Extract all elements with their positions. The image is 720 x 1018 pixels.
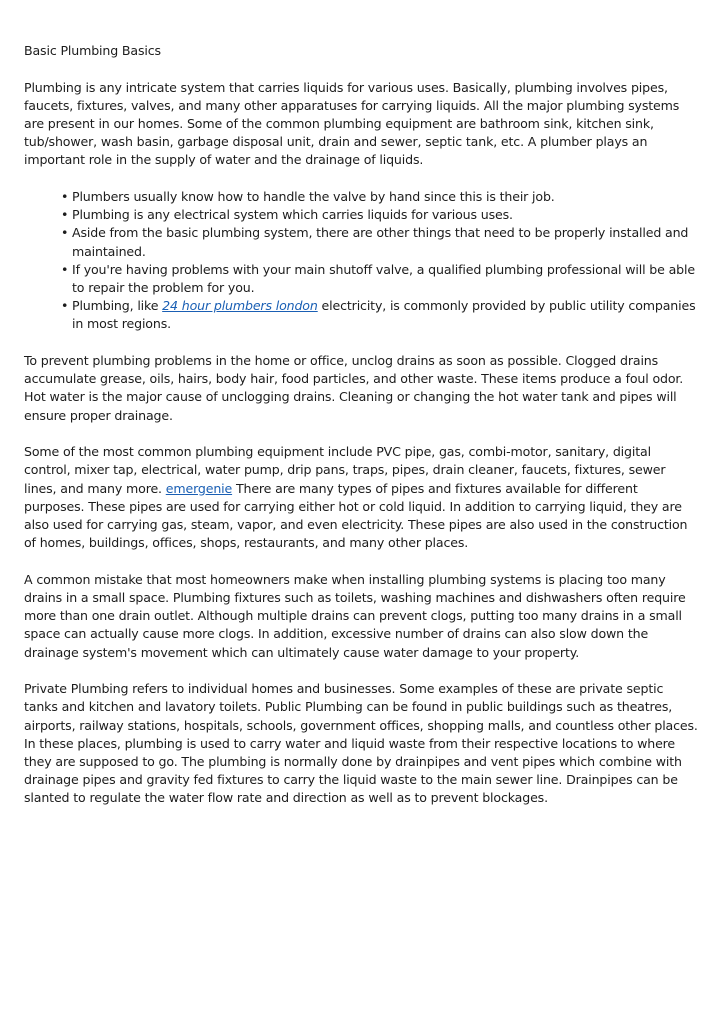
list-item xyxy=(61,297,700,333)
list-item-text: Plumbers usually know how to handle the valve by hand since this is their job. xyxy=(72,189,555,204)
equipment-text-after-link: There are many types of pipes and fixtures available for different purposes. These pipes are used for carrying either hot or cold liquid. In addition to carrying liquid, they are also used for carrying gas, steam, vapor, and even electricity. These pipes are also used in the construction of homes, buildings, offices, shops, restaurants, and many other places. xyxy=(24,480,688,551)
bullet-glyph: • xyxy=(61,261,69,277)
prevent-paragraph: To prevent plumbing problems in the home or office, unclog drains as soon as possible. Clogged drains accumulate grease, oils, hairs, body hair, food particles, and other waste. These items produce a foul odor. Hot water is the major cause of unclogging drains. Cleaning or changing the hot water tank and pipes will ensure proper drainage. xyxy=(24,353,684,423)
list-item xyxy=(61,188,700,206)
document-page xyxy=(24,42,700,826)
bullet-glyph: • xyxy=(61,225,69,241)
equipment-text-before-link: Some of the most common plumbing equipment include PVC pipe, gas, combi-motor, sanitary, digital control, mixer tap, electrical, water pump, drip pans, traps, pipes, drain cleaner, faucets, fixtures, sewer lines, and many more. xyxy=(24,444,666,496)
list-item-text-before-link: Plumbing, like xyxy=(72,298,163,314)
list-item-text: Plumbing is any electrical system which carries liquids for various uses. xyxy=(72,207,513,223)
plumbers-london-link[interactable]: 24 hour plumbers london xyxy=(162,298,318,314)
private-plumbing-paragraph: Private Plumbing refers to individual homes and businesses. Some examples of these are private septic tanks and kitchen and lavatory toilets. Public Plumbing can be found in public buildings such as theatres, airports, railway stations, hospitals, schools, government offices, shopping malls, and countless other places. In these places, plumbing is used to carry water and liquid waste from their respective locations to where they are supposed to go. The plumbing is normally done by drainpipes and vent pipes which combine with drainage pipes and gravity fed fixtures to carry the liquid waste to the main sewer line. Drainpipes can be slanted to regulate the water flow rate and direction as well as to prevent blockages. xyxy=(24,681,698,806)
list-item xyxy=(61,261,700,297)
list-item-text-after-link: electricity, is commonly provided by public utility companies in most regions. xyxy=(72,298,696,332)
intro-paragraph: Plumbing is any intricate system that carries liquids for various uses. Basically, plumbing involves pipes, faucets, fixtures, valves, and many other apparatuses for carrying liquids. All the major plumbing systems are present in our homes. Some of the common plumbing equipment are bathroom sink, kitchen sink, tub/shower, wash basin, garbage disposal unit, drain and sewer, septic tank, etc. A plumber plays an important role in the supply of water and the drainage of liquids. xyxy=(24,79,680,168)
list-item xyxy=(61,206,700,224)
bullet-glyph: • xyxy=(61,207,69,223)
document-title: Basic Plumbing Basics xyxy=(24,43,161,58)
equipment-paragraph xyxy=(24,443,700,552)
list-item-text: If you're having problems with your main shutoff valve, a qualified plumbing professional will be able to repair the problem for you. xyxy=(72,261,695,296)
list-item-text: Aside from the basic plumbing system, there are other things that need to be properly installed and maintained. xyxy=(72,225,689,259)
bullet-glyph: • xyxy=(61,298,69,314)
bullet-list xyxy=(24,188,700,334)
list-item xyxy=(61,224,700,260)
emergenie-link[interactable]: emergenie xyxy=(165,480,233,496)
mistake-paragraph: A common mistake that most homeowners make when installing plumbing systems is placing too many drains in a small space. Plumbing fixtures such as toilets, washing machines and dishwashers often require more than one drain outlet. Although multiple drains can prevent clogs, putting too many drains in a small space can actually cause more clogs. In addition, excessive number of drains can also slow down the drainage system's movement which can ultimately cause water damage to your property. xyxy=(24,571,686,660)
bullet-glyph: • xyxy=(61,189,69,204)
